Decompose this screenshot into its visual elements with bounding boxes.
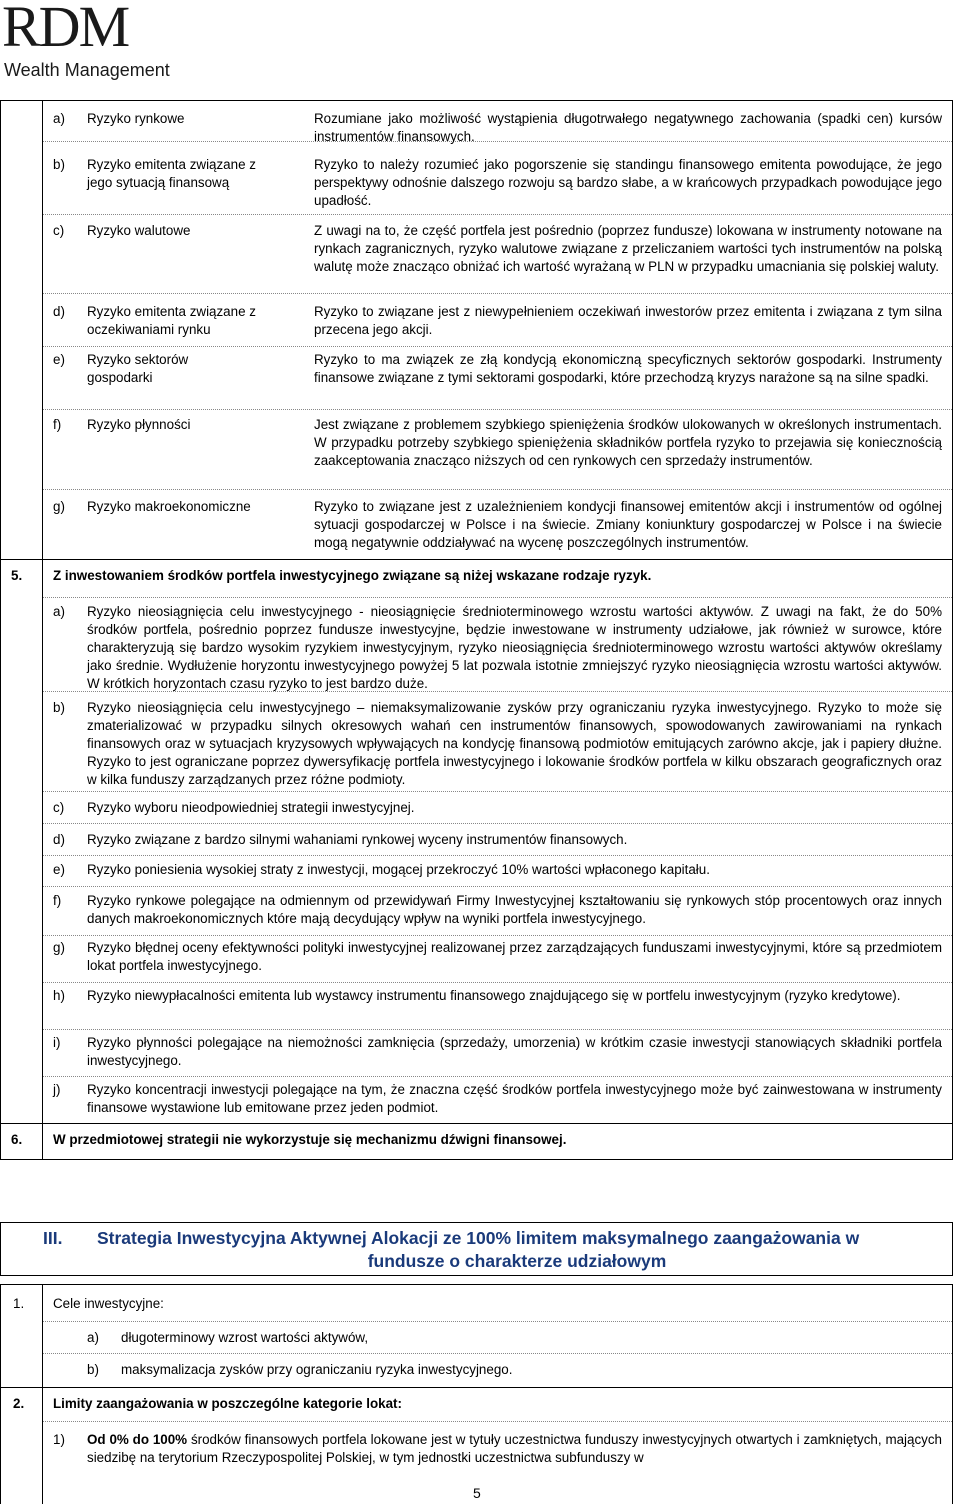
row-separator xyxy=(43,791,952,792)
strategy-heading-box xyxy=(0,1222,953,1276)
s5-item-label: c) xyxy=(53,800,65,815)
row-separator xyxy=(43,1076,952,1077)
risk-f-desc: Jest związane z problemem szybkiego spieniężenia środków ulokowanych w określonych instrumentach. W przypadku potrzeby szybkiego spieniężenia składników portfela ryzyko to przejawia się koniecznością zaakceptowania znacząco niższych od cen rynkowych cen sprzedaży instrumentów. xyxy=(314,417,942,468)
limit-item-label: 1) xyxy=(53,1432,65,1447)
risk-g-label: g) xyxy=(53,499,65,514)
s5-item-label: f) xyxy=(53,893,62,908)
row-separator xyxy=(43,823,952,824)
s5-item-label: g) xyxy=(53,940,65,955)
risk-d-label: d) xyxy=(53,304,65,319)
row-separator xyxy=(43,489,952,490)
row-separator xyxy=(43,855,952,856)
row-separator xyxy=(43,982,952,983)
strategy-title-line2: fundusze o charakterze udziałowym xyxy=(367,1251,667,1271)
row-separator xyxy=(43,409,952,410)
row-separator xyxy=(43,1421,952,1422)
row-separator xyxy=(43,1321,952,1322)
limit-item-bold: Od 0% do 100% xyxy=(87,1432,188,1447)
risk-f-label: f) xyxy=(53,417,62,432)
risk-b-desc: Ryzyko to należy rozumieć jako pogorszenie się standingu finansowego emitenta powodujące, że jego perspektywy odnośnie dalszego rozwoju są bardzo słabe, a w krańcowych przypadkach powodujące jego upadłość. xyxy=(314,157,942,208)
logo-subtitle: Wealth Management xyxy=(4,60,170,80)
risk-g-desc: Ryzyko to związane jest z uzależnieniem kondycji finansowej emitentów akcji i instrumentów od ogólnej sytuacji gospodarczej w Polsce i na świecie. Zmiany koniunktury gospodarczej w Polsce i na świecie mogą negatywnie oddziaływać na wycenę poszczególnych instrumentów. xyxy=(314,499,942,550)
s5-item-text: Ryzyko rynkowe polegające na odmiennym od przewidywań Firmy Inwestycyjnej kształtowaniu się rynkowych stóp procentowych oraz innych danych makroekonomicznych które mają decydujący wpływ na wyniki portfela inwestycyjnego. xyxy=(87,893,942,926)
s5-item-label: a) xyxy=(53,604,65,619)
s5-item-label: h) xyxy=(53,988,65,1003)
s5-item-label: d) xyxy=(53,832,65,847)
goals-limits-divider xyxy=(1,1387,952,1388)
row-separator xyxy=(43,886,952,887)
s5-item-text: Ryzyko nieosiągnięcia celu inwestycyjnego - nieosiągnięcie średnioterminowego wzrostu wartości aktywów. Z uwagi na fakt, że do 50% środków portfela, pośrednio poprzez fundusze inwestycyjne, będzie inwestowane w instrumenty udziałowe, jak również w surowce, które charakteryzują się bardzo wysokim ryzykiem inwestycyjnym, ryzyko nieosiągnięcia średnioterminowego wzrostu wartości aktywów określamy jako średnie. Wydłużenie horyzontu inwestycyjnego powyżej 5 lat pozwala istotnie zmniejszyć ryzyko nieosiągnięcia wzrostu wartości aktywów. W krótkich horyzontach czasu ryzyko to jest bardzo duże. xyxy=(87,604,942,691)
section6-title: W przedmiotowej strategii nie wykorzystuje się mechanizmu dźwigni finansowej. xyxy=(53,1132,567,1147)
s5-item-label: i) xyxy=(53,1035,61,1050)
s5-item-text: Ryzyko koncentracji inwestycji polegające na tym, że znaczna część środków portfela inwestycyjnego może być zainwestowana w instrumenty finansowe wystawione lub emitowane przez jeden podmiot. xyxy=(87,1082,942,1115)
section5-number: 5. xyxy=(11,568,23,583)
risk-d-name: Ryzyko emitenta związane z oczekiwaniami rynku xyxy=(87,304,256,337)
s5-item-text: Ryzyko nieosiągnięcia celu inwestycyjnego – niemaksymalizowanie zysków przy ograniczaniu ryzyka inwestycyjnego. Ryzyko to może się zmaterializować w przypadku silnych okresowych wahań cen instrumentów finansowych, spowodowanych zawirowaniami na rynkach finansowych oraz w sytuacjach kryzysowych wpływających na kondycję finansową podmiotów emitujących zarówno akcje, jak i papiery dłużne. Ryzyko to jest ograniczane poprzez dywersyfikację portfela inwestycyjnego i lokowanie środków portfela w kilku obszarach geograficznych oraz w kilka funduszy zarządzanych przez różne podmioty. xyxy=(87,700,942,787)
risk-c-label: c) xyxy=(53,223,65,238)
risk-f-name: Ryzyko płynności xyxy=(87,417,191,432)
risk-e-desc: Ryzyko to ma związek ze złą kondycją ekonomiczną specyficznych sektorów gospodarki. Instrumenty finansowe związane z tymi sektorami gospodarki, które przechodzą kryzys narażone są na silne spadki. xyxy=(314,352,942,385)
risk-e-name: Ryzyko sektorów gospodarki xyxy=(87,352,189,385)
section5-title: Z inwestowaniem środków portfela inwestycyjnego związane są niżej wskazane rodzaje ryzyk. xyxy=(53,568,652,583)
left-column-divider xyxy=(42,1285,43,1504)
risk-section-box xyxy=(0,100,953,1160)
left-column-divider xyxy=(42,101,43,1159)
s5-item-text: Ryzyko wyboru nieodpowiedniej strategii inwestycyjnej. xyxy=(87,800,415,815)
risk-c-desc: Z uwagi na to, że część portfela jest pośrednio (poprzez fundusze) lokowana w instrumenty notowane na rynkach zagranicznych, ryzyko walutowe związane z przeliczaniem wartości tych instrumentów na polską walutę może znacząco obniżać ich wartość wyrażaną w PLN w przypadku umacniania się polskiej waluty. xyxy=(314,223,942,274)
row-separator xyxy=(43,597,952,598)
risk-e-label: e) xyxy=(53,352,65,367)
s5-item-text: Ryzyko poniesienia wysokiej straty z inwestycji, mogącej przekroczyć 10% wartości wpłaconego kapitału. xyxy=(87,862,710,877)
s5-item-label: j) xyxy=(53,1082,61,1097)
risk-b-name: Ryzyko emitenta związane z jego sytuacją finansową xyxy=(87,157,256,190)
risk-d-desc: Ryzyko to związane jest z niewypełnieniem oczekiwań inwestorów przez emitenta i związana z tym silna przecena jego akcji. xyxy=(314,304,942,337)
risk-c-name: Ryzyko walutowe xyxy=(87,223,191,238)
s5-item-text: Ryzyko błędnej oceny efektywności polityki inwestycyjnej realizowanej przez zarządzających funduszami inwestycyjnymi, które są przedmiotem lokat portfela inwestycyjnego. xyxy=(87,940,942,973)
risk-b-label: b) xyxy=(53,157,65,172)
risk-a-name: Ryzyko rynkowe xyxy=(87,111,185,126)
s5-item-label: e) xyxy=(53,862,65,877)
goals-limits-box xyxy=(0,1284,953,1504)
row-separator xyxy=(43,293,952,294)
limit-item-rest: środków finansowych portfela lokowane jest w tytuły uczestnictwa funduszy inwestycyjnych otwartych i zamkniętych, mających siedzibę na terytorium Rzeczypospolitej Polskiej, w tym jednostki uczestnictwa subfunduszy w xyxy=(87,1432,942,1465)
s5-item-text: Ryzyko niewypłacalności emitenta lub wystawcy instrumentu finansowego znajdującego się w portfelu inwestycyjnym (ryzyko kredytowe). xyxy=(87,988,901,1003)
section6-divider xyxy=(1,1123,952,1124)
logo-mark: RDM xyxy=(2,0,129,59)
s5-item-text: Ryzyko płynności polegające na niemożności zamknięcia (sprzedaży, umorzenia) w krótkim czasie inwestycji stanowiących składniki portfela inwestycyjnego. xyxy=(87,1035,942,1068)
row-separator xyxy=(43,214,952,215)
goals-title: Cele inwestycyjne: xyxy=(53,1296,164,1311)
strategy-number: III. xyxy=(43,1228,63,1248)
strategy-title-line1: Strategia Inwestycyjna Aktywnej Alokacji ze 100% limitem maksymalnego zaangażowania w xyxy=(97,1228,860,1248)
page-number: 5 xyxy=(473,1485,481,1501)
s5-item-text: Ryzyko związane z bardzo silnymi wahaniami rynkowej wyceny instrumentów finansowych. xyxy=(87,832,628,847)
limits-number: 2. xyxy=(13,1396,25,1411)
goal-label: a) xyxy=(87,1330,99,1345)
row-separator xyxy=(43,1353,952,1354)
row-separator xyxy=(43,1029,952,1030)
s5-item-label: b) xyxy=(53,700,65,715)
company-logo xyxy=(0,0,175,82)
goal-label: b) xyxy=(87,1362,99,1377)
section6-number: 6. xyxy=(11,1132,23,1147)
goals-number: 1. xyxy=(13,1296,25,1311)
goal-text: długoterminowy wzrost wartości aktywów, xyxy=(121,1330,369,1345)
row-separator xyxy=(43,346,952,347)
limits-title: Limity zaangażowania w poszczególne kategorie lokat: xyxy=(53,1396,402,1411)
risk-g-name: Ryzyko makroekonomiczne xyxy=(87,499,251,514)
section5-divider xyxy=(1,559,952,560)
row-separator xyxy=(43,935,952,936)
limit-item-text xyxy=(87,1431,942,1467)
risk-a-label: a) xyxy=(53,111,65,126)
risk-a-desc: Rozumiane jako możliwość wystąpienia długotrwałego negatywnego zachowania (spadki cen) kursów instrumentów finansowych. xyxy=(314,111,942,144)
goal-text: maksymalizacja zysków przy ograniczaniu ryzyka inwestycyjnego. xyxy=(121,1362,513,1377)
